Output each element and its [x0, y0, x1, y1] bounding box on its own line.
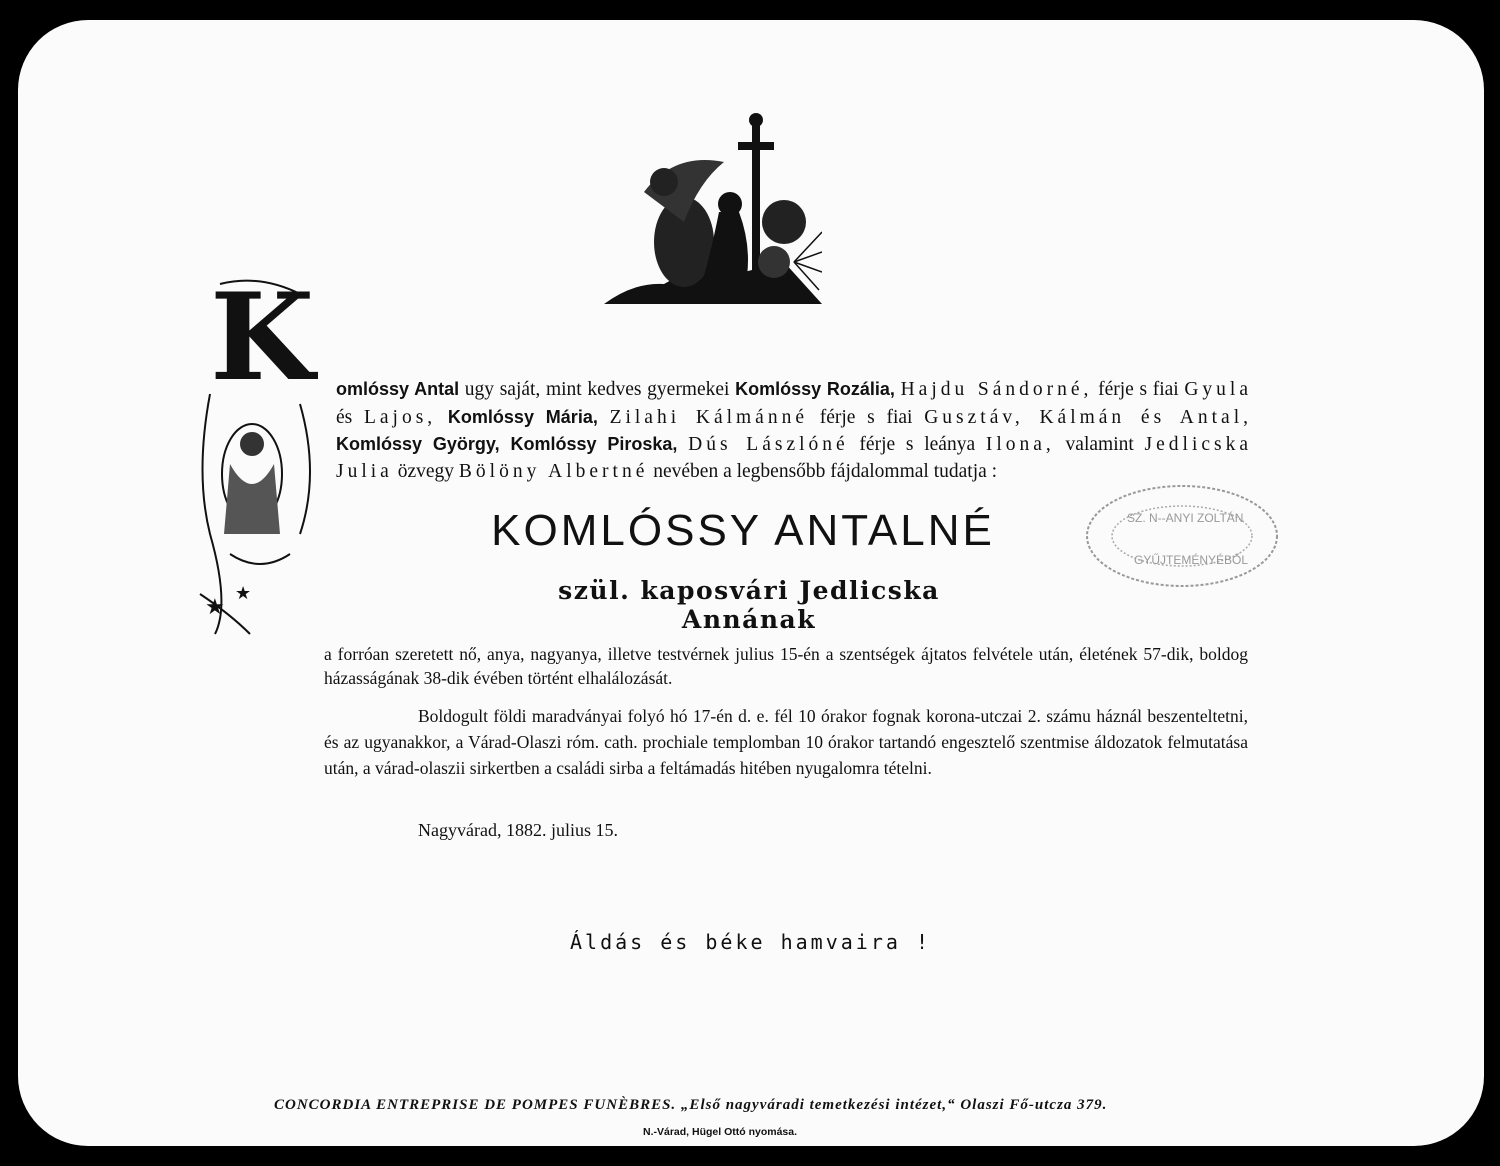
- svg-text:SZ. N--ANYI ZOLTÁN: SZ. N--ANYI ZOLTÁN: [1127, 511, 1244, 525]
- place-date-line: Nagyvárad, 1882. julius 15.: [418, 820, 618, 840]
- svg-text:GYŰJTEMÉNYÉBŐL: GYŰJTEMÉNYÉBŐL: [1134, 553, 1249, 567]
- svg-text:K: K: [210, 274, 315, 408]
- funeral-home-imprint: CONCORDIA ENTREPRISE DE POMPES FUNÈBRES. „Első nagyváradi temetkezési intézet,“ Olaszi Fő-utcza 379.: [274, 1097, 1108, 1113]
- svg-text:★: ★: [205, 594, 225, 619]
- death-notice-paragraph: a forróan szeretett nő, anya, nagyanya, illetve testvérnek julius 15-én a szentségek ájtatos felvétele után, életének 57-dik, boldog házasságának 38-dik évében történt elhalálozását.: [324, 644, 1248, 688]
- funeral-details-paragraph: Boldogult földi maradványai folyó hó 17-én d. e. fél 10 órakor fognak korona-utczai 2. számu háznál beszenteltetni, és az ugyanakkor, a Várad-Olaszi róm. cath. prochiale templomban 10 órakor tartandó engesztelő szentmise áldozatok felmutatása után, a várad-olaszii sirkertben a családi sirba a feltámadás hitében nyugalomra tételni.: [324, 706, 1248, 778]
- printer-imprint: N.-Várad, Hügel Ottó nyomása.: [643, 1126, 798, 1138]
- collection-stamp: [1082, 476, 1282, 596]
- maiden-name-line: szül. kaposvári Jedlicska Annának: [558, 576, 940, 634]
- announcement-paragraph: omlóssy Antal ugy saját, mint kedves gyermekei Komlóssy Rozália, Hajdu Sándorné, férje s fiai Gyula és Lajos, Komlóssy Mária, Zilahi Kálmánné férje s fiai Gusztáv, Kálmán és Antal, Komlóssy György, Komlóssy Piroska, Dús Lászlóné férje s leánya Ilona, valamint Jedlicska Julia özvegy Bölöny Albertné nevében a legbensőbb fájdalommal tudatja :: [336, 379, 1253, 482]
- obituary-card: [18, 20, 1484, 1146]
- blessing-line: Áldás és béke hamvaira !: [570, 930, 931, 954]
- mourning-angel-vignette: [604, 112, 822, 308]
- svg-text:★: ★: [235, 583, 252, 603]
- ornamental-initial-k: [190, 274, 330, 644]
- deceased-name-heading: KOMLÓSSY ANTALNÉ: [491, 506, 995, 555]
